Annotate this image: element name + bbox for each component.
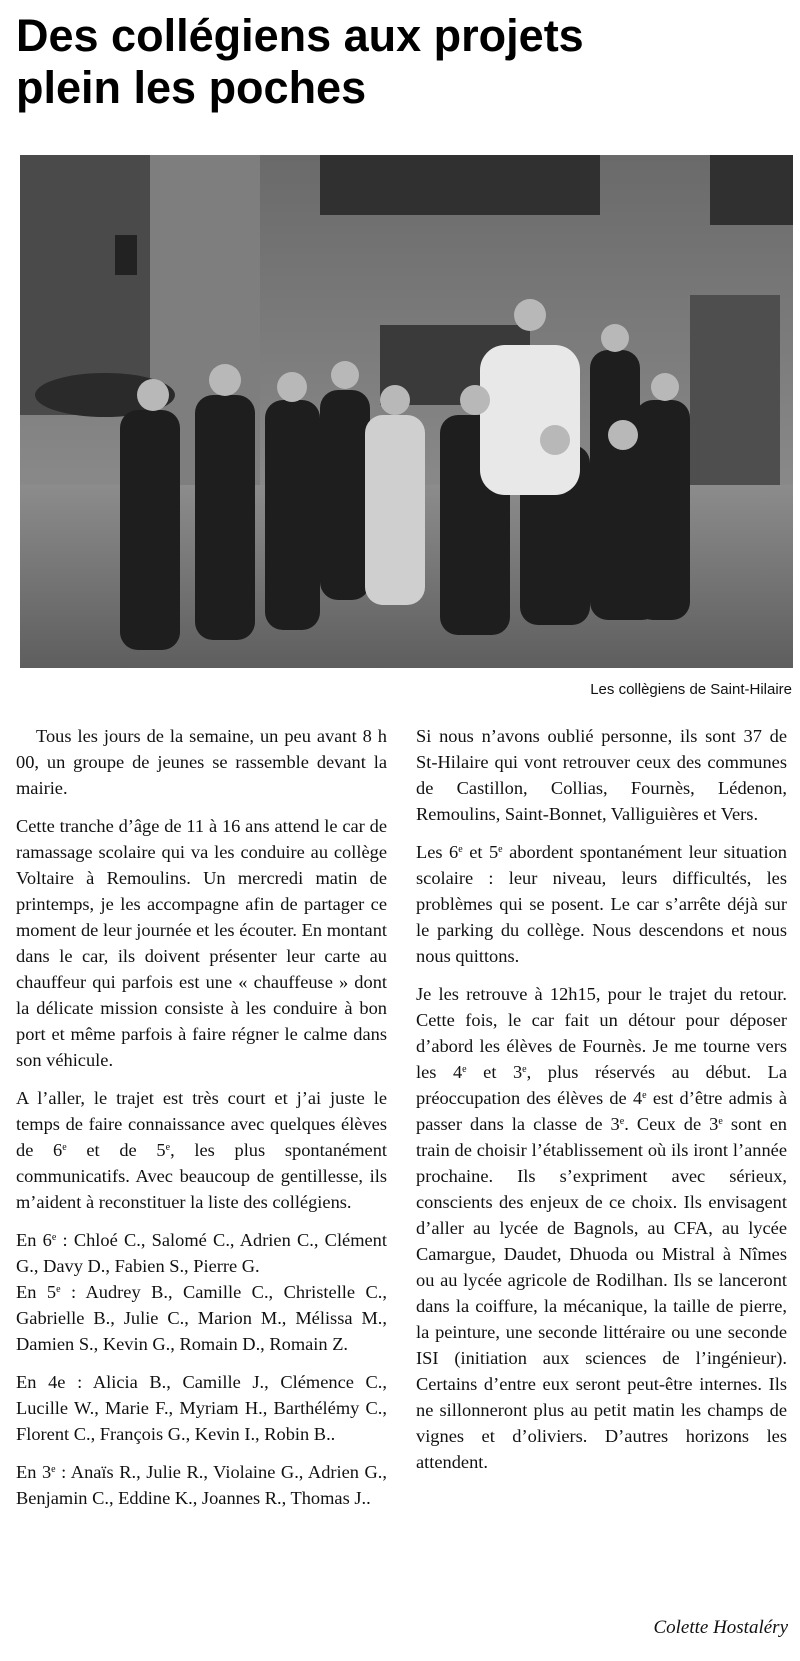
group-photo	[20, 155, 793, 668]
left-paragraph-3: A l’aller, le trajet est très court et j’ai juste le temps de faire connaissance avec quelques élèves de 6e et de 5e, les plus spontanément communicatifs. Avec beaucoup de gentillesse, ils m’aident à reconstituer la liste des collégiens.	[16, 1088, 387, 1212]
article-title	[16, 10, 786, 114]
list-4e: En 4e : Alicia B., Camille J., Clémence C., Lucille W., Marie F., Myriam H., Barthélémy C., Florent C., François G., Kevin I., Robin B..	[16, 1372, 387, 1444]
author-signature: Colette Hostaléry	[653, 1617, 788, 1638]
left-column	[16, 723, 387, 1511]
right-column	[416, 723, 787, 1475]
left-paragraph-1: Tous les jours de la semaine, un peu avant 8 h 00, un groupe de jeunes se rassemble devant la mairie.	[16, 726, 387, 798]
photo-caption: Les collègiens de Saint-Hilaire	[590, 681, 792, 698]
list-3e: En 3e : Anaïs R., Julie R., Violaine G., Adrien G., Benjamin C., Eddine K., Joannes R., Thomas J..	[16, 1462, 387, 1508]
right-paragraph-2: Les 6e et 5e abordent spontanément leur situation scolaire : leur niveau, leurs difficultés, les problèmes qui se posent. Le car s’arrête déjà sur le parking du collège. Nous descendons et nous nous quittons.	[416, 842, 787, 966]
title-line-2: plein les poches	[16, 62, 367, 113]
group-photo-illustration	[20, 155, 793, 668]
right-paragraph-3: Je les retrouve à 12h15, pour le trajet du retour. Cette fois, le car fait un détour pour déposer d’abord les élèves de Fournès. Je me tourne vers les 4e et 3e, plus réservés au début. La préoccupation des élèves de 4e est d’être admis à passer dans la classe de 3e. Ceux de 3e sont en train de choisir l’établissement où ils iront l’année prochaine. Ils s’expriment avec sérieux, conscients des enjeux de ce choix. Ils envisagent d’aller au lycée de Bagnols, au CFA, au lycée Camargue, Daudet, Dhuoda ou Mistral à Nîmes ou au lycée agricole de Rodilhan. Ils se lanceront dans la coiffure, la mécanique, la taille de pierre, la peinture, une seconde littéraire ou une seconde ISI (initiation aux sciences de l’ingénieur). Certains d’entre eux seront peut-être internes. Ils ne sillonneront plus au petit matin les champs de vignes et d’oliviers. D’autres horizons les attendent.	[416, 984, 788, 1472]
title-line-1: Des collégiens aux projets	[16, 10, 584, 61]
right-paragraph-1: Si nous n’avons oublié personne, ils sont 37 de St-Hilaire qui vont retrouver ceux des communes de Castillon, Collias, Fournès, Lédenon, Remoulins, Saint-Bonnet, Valliguières et Vers.	[416, 726, 787, 824]
left-paragraph-2: Cette tranche d’âge de 11 à 16 ans attend le car de ramassage scolaire qui va les conduire au collège Voltaire à Remoulins. Un mercredi matin de printemps, je les accompagne afin de partager ce moment de leur journée et les écouter. En montant dans le car, ils doivent présenter leur carte au chauffeur qui parfois est une « chauffeuse » dont la délicate mission consiste à les conduire à bon port et même parfois à faire régner le calme dans son véhicule.	[16, 816, 387, 1070]
list-6e-5e: En 6e : Chloé C., Salomé C., Adrien C., Clément G., Davy D., Fabien S., Pierre G. En 5e : Audrey B., Camille C., Christelle C., Gabrielle B., Julie C., Marion M., Mélissa M., Damien S., Kevin G., Romain D., Romain Z.	[16, 1230, 387, 1354]
